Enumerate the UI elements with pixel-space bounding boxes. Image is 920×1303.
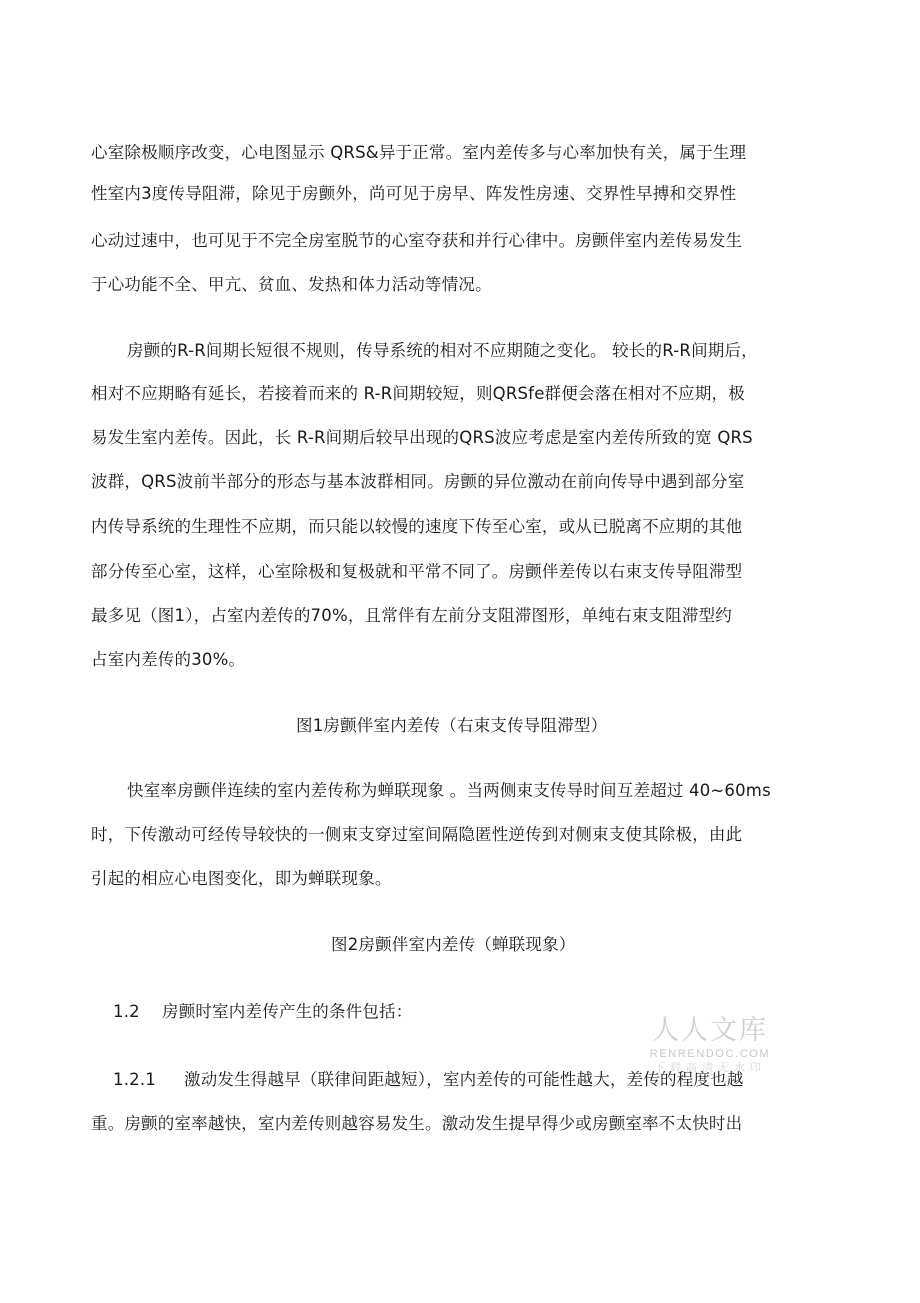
paragraph-2-line-3: 易发生室内差传。因此，长 R-R间期后较早出现的QRS波应考虑是室内差传所致的宽 QRS [91,428,753,447]
paragraph-2-line-1: 房颤的R-R间期长短很不规则，传导系统的相对不应期随之变化。 较长的R-R间期后， [127,341,758,360]
paragraph-2-line-5: 内传导系统的生理性不应期，而只能以较慢的速度下传至心室，或从已脱离不应期的其他 [91,517,743,536]
paragraph-1-line-1: 心室除极顺序改变，心电图显示 QRS&异于正常。室内差传多与心率加快有关，属于生理 [91,143,747,162]
paragraph-1-line-4: 于心功能不全、甲亢、贫血、发热和体力活动等情况。 [91,275,492,294]
paragraph-2-line-2: 相对不应期略有延长，若接着而来的 R-R间期较短，则QRSfe群便会落在相对不应期，极 [91,384,745,403]
figure-1-caption: 图1房颤伴室内差传（右束支传导阻滞型） [296,716,608,735]
watermark-logo [646,1015,774,1075]
section-1-2-1-continuation: 重。房颤的室率越快，室内差传则越容易发生。激动发生提早得少或房颤室率不太快时出 [91,1114,743,1133]
watermark-title: 人人文库 [652,1015,768,1046]
paragraph-2-line-6: 部分传至心室，这样，心室除极和复极就和平常不同了。房颤伴差传以右束支传导阻滞型 [91,562,743,581]
watermark-subtitle: 下载高清无水印 [654,1061,766,1074]
paragraph-2-line-7: 最多见（图1），占室内差传的70%，且常伴有左前分支阻滞图形，单纯右束支阻滞型约 [91,606,732,625]
section-1-2-1-number: 1.2.1 [113,1070,156,1089]
section-1-2-text: 房颤时室内差传产生的条件包括： [162,1002,413,1021]
figure-2-caption: 图2房颤伴室内差传（蝉联现象） [331,935,576,954]
paragraph-1-line-3: 心动过速中，也可见于不完全房室脱节的心室夺获和并行心律中。房颤伴室内差传易发生 [91,231,743,250]
section-1-2-1-text: 激动发生得越早（联律间距越短），室内差传的可能性越大，差传的程度也越 [184,1070,744,1089]
section-1-2-number: 1.2 [113,1002,140,1021]
watermark-domain: RENRENDOC.COM [649,1048,771,1060]
paragraph-3-line-3: 引起的相应心电图变化，即为蝉联现象。 [91,869,392,888]
paragraph-1-line-2: 性室内3度传导阻滞，除见于房颤外，尚可见于房早、阵发性房速、交界性早搏和交界性 [91,184,737,203]
paragraph-2-line-8: 占室内差传的30%。 [91,650,246,669]
paragraph-3-line-2: 时，下传激动可经传导较快的一侧束支穿过室间隔隐匿性逆传到对侧束支使其除极，由此 [91,825,743,844]
paragraph-2-line-4: 波群，QRS波前半部分的形态与基本波群相同。房颤的异位激动在前向传导中遇到部分室 [91,472,745,491]
paragraph-3-line-1: 快室率房颤伴连续的室内差传称为蝉联现象 。当两侧束支传导时间互差超过 40~60ms [127,781,771,800]
